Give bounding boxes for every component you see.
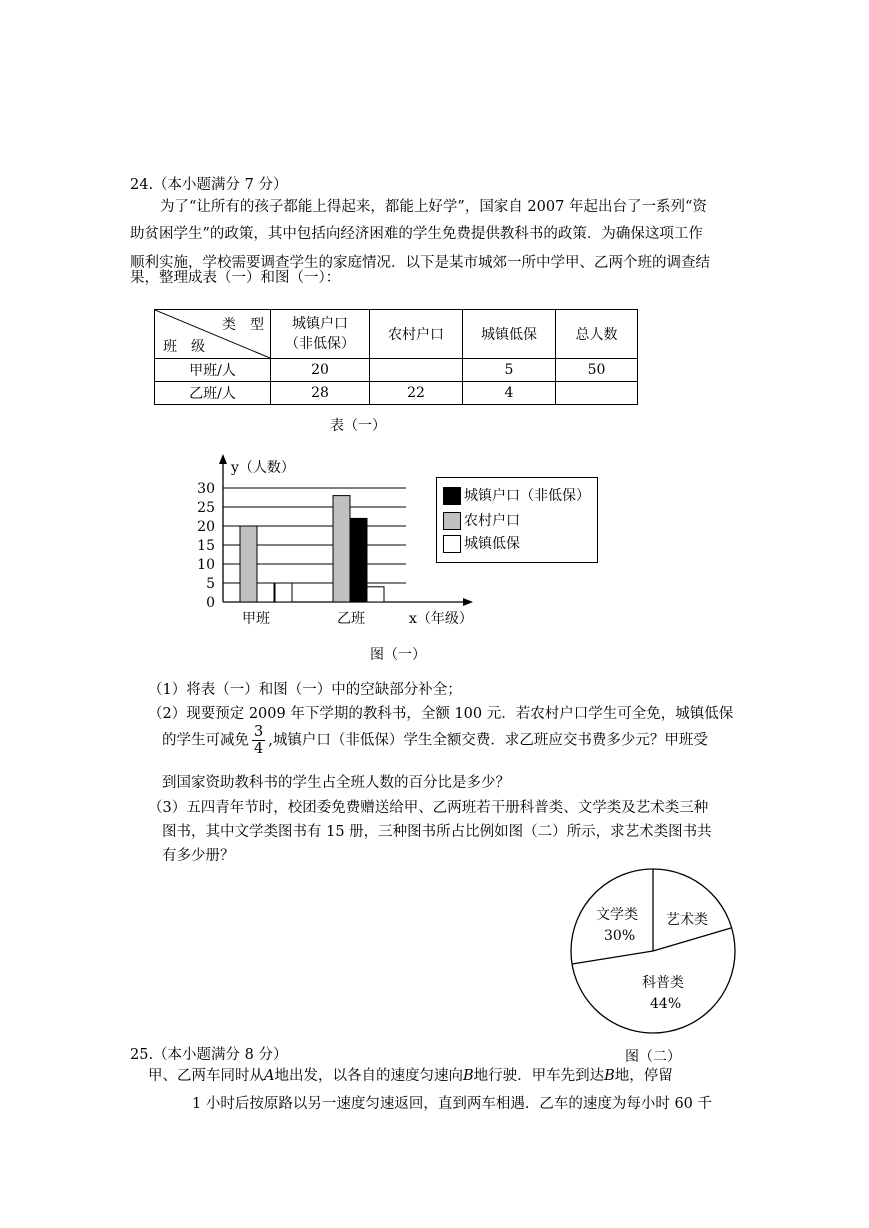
- chart-caption: 图（一）: [370, 647, 426, 663]
- corner-type-label: 类 型: [222, 317, 264, 333]
- q2-text-pre: 的学生可减免: [162, 732, 249, 749]
- legend-item: [443, 512, 520, 530]
- legend-swatch-urban: [443, 487, 461, 505]
- bar-jia-low: [257, 583, 274, 602]
- bar-yi-urban: [350, 518, 367, 602]
- y-tick-label: 30: [197, 481, 215, 497]
- bar-jia-blank: [275, 583, 292, 602]
- cell-total: [556, 382, 638, 405]
- fraction-three-quarters: [252, 724, 265, 757]
- question-25-heading: 25.（本小题满分 8 分）: [130, 1047, 288, 1063]
- header-urban: [271, 310, 370, 359]
- pie-label-art: 艺术类: [666, 912, 708, 928]
- question-24-heading: 24.（本小题满分 7 分）: [130, 177, 288, 193]
- cell-urban: 28: [271, 382, 370, 405]
- chart-legend: [436, 477, 598, 563]
- y-tick-label: 0: [206, 595, 215, 611]
- x-axis-arrow: [463, 598, 473, 606]
- question-2-line2: [162, 724, 708, 757]
- header-rural: 农村户口: [370, 310, 463, 359]
- point-b: B: [462, 1068, 474, 1084]
- legend-item: [443, 535, 520, 553]
- cell-low: 4: [463, 382, 556, 405]
- cell-low: 5: [463, 359, 556, 382]
- row-class: 甲班/人: [155, 359, 271, 382]
- legend-swatch-low: [443, 535, 461, 553]
- cell-rural: [370, 359, 463, 382]
- question-3-line2: 图书，其中文学类图书有 15 册，三种图书所占比例如图（二）所示，求艺术类图书共: [162, 824, 712, 840]
- header-urban-line2: （非低保）: [285, 336, 355, 352]
- pie-pct-science: 44%: [650, 996, 682, 1012]
- cell-rural: 22: [370, 382, 463, 405]
- y-axis-label: y（人数）: [231, 460, 295, 476]
- row-class: 乙班/人: [155, 382, 271, 405]
- corner-class-label: 班 级: [163, 339, 205, 355]
- y-tick-label: 20: [197, 519, 215, 535]
- pie-label-science: 科普类: [642, 975, 684, 991]
- table-row: [155, 382, 638, 405]
- table-corner-cell: [155, 310, 271, 359]
- header-low-income: 城镇低保: [463, 310, 556, 359]
- legend-swatch-rural: [443, 512, 461, 530]
- pie-caption: 图（二）: [625, 1049, 681, 1065]
- question-3-line1: （3）五四青年节时，校团委免费赠送给甲、乙两班若干册科普类、文学类及艺术类三种: [148, 800, 709, 816]
- legend-label-rural: 农村户口: [464, 513, 520, 529]
- question-1: （1）将表（一）和图（一）中的空缺部分补全；: [148, 682, 462, 698]
- x-axis-label: x（年级）: [409, 611, 473, 627]
- q25-text-d: 地，停留: [614, 1068, 673, 1084]
- y-tick-label: 25: [197, 500, 215, 516]
- question-3-line3: 有多少册？: [162, 848, 235, 864]
- cell-urban: 20: [271, 359, 370, 382]
- pie-pct-literature: 30%: [604, 928, 636, 944]
- legend-label-urban: 城镇户口（非低保）: [464, 488, 590, 504]
- table-caption: 表（一）: [330, 418, 386, 434]
- fraction-numerator: 3: [254, 724, 264, 740]
- bar-yi-rural: [333, 496, 350, 602]
- category-label: 甲班: [242, 611, 270, 627]
- bar-jia-rural: [240, 526, 257, 602]
- y-tick-label: 15: [197, 538, 215, 554]
- intro-line-3: 顺利实施，学校需要调查学生的家庭情况．以下是某市城郊一所中学甲、乙两个班的调查结: [130, 255, 710, 271]
- survey-table: [154, 309, 638, 405]
- y-tick-label: 5: [206, 576, 215, 592]
- y-tick-label: 10: [197, 557, 215, 573]
- q25-text-b: 地出发，以各自的速度匀速向: [274, 1068, 463, 1084]
- point-b-2: B: [604, 1068, 615, 1084]
- q25-text-a: 甲、乙两车同时从: [148, 1068, 264, 1084]
- question-2-line1: （2）现要预定 2009 年下学期的教科书，全额 100 元．若农村户口学生可全免，城镇低保: [148, 706, 734, 722]
- header-urban-line1: 城镇户口: [292, 316, 348, 332]
- question-24-intro: [130, 193, 742, 222]
- legend-item: [443, 487, 590, 505]
- intro-line-4: 果，整理成表（一）和图（一）：: [130, 270, 341, 286]
- legend-label-low: 城镇低保: [464, 536, 520, 552]
- q25-text-c: 地行驶．甲车先到达: [473, 1068, 605, 1084]
- header-total: 总人数: [556, 310, 638, 359]
- category-label: 乙班: [337, 611, 365, 627]
- y-axis-arrow: [219, 454, 227, 464]
- question-2-line3: 到国家资助教科书的学生占全班人数的百分比是多少？: [162, 775, 510, 791]
- pie-label-literature: 文学类: [596, 907, 638, 923]
- point-a: A: [264, 1068, 275, 1084]
- bar-yi-low: [367, 587, 384, 602]
- cell-total: 50: [556, 359, 638, 382]
- q2-text-post: ,城镇户口（非低保）学生全额交费．求乙班应交书费多少元？甲班受: [268, 732, 708, 749]
- question-25-line2: 1 小时后按原路以另一速度匀速返回，直到两车相遇．乙车的速度为每小时 60 千: [192, 1096, 713, 1112]
- intro-line-2: 助贫困学生”的政策，其中包括向经济困难的学生免费提供教科书的政策．为确保这项工作: [130, 226, 703, 242]
- question-25-line1: [148, 1064, 673, 1085]
- intro-line-1: 为了“让所有的孩子都能上得起来，都能上好学”，国家自 2007 年起出台了一系列“资: [160, 199, 707, 215]
- table-row: [155, 359, 638, 382]
- fraction-denominator: 4: [254, 741, 264, 757]
